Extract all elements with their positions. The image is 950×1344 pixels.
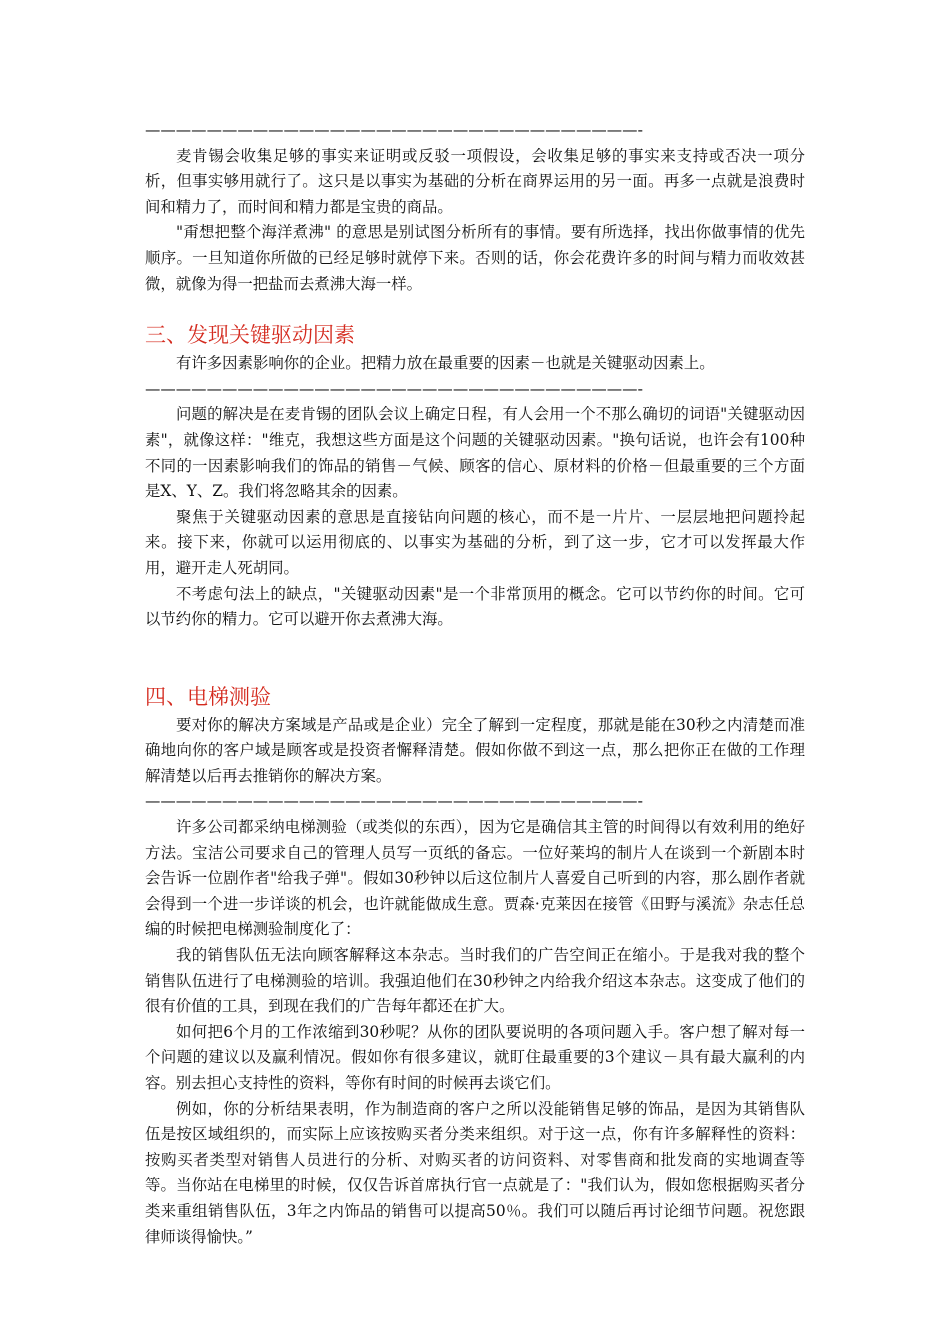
section-heading-key-drivers: 三、发现关键驱动因素 bbox=[145, 323, 355, 348]
paragraph: 问题的解决是在麦肯锡的团队会议上确定日程，有人会用一个不那么确切的词语"关键驱动因素"，就像这样："维克，我想这些方面是这个问题的关键驱动因素。"换句话说，也许会有100种不同的一因素影响我们的饰品的销售－气候、顾客的信心、原材料的价格－但最重要的三个方面是X、Y、Z。我们将忽略其余的因素。 bbox=[145, 405, 805, 501]
section-heading-elevator-test: 四、电梯测验 bbox=[145, 684, 271, 709]
paragraph: 聚焦于关键驱动因素的意思是直接钻向问题的核心，而不是一片片、一层层地把问题拎起来。接下来，你就可以运用彻底的、以事实为基础的分析，到了这一步，它才可以发挥最大作用，避开走人死胡同。 bbox=[145, 507, 805, 577]
separator-rule: ————————————————————————————————- bbox=[145, 379, 644, 398]
paragraph: 许多公司都采纳电梯测验（或类似的东西），因为它是确信其主管的时间得以有效利用的绝好方法。宝洁公司要求自己的管理人员写一页纸的备忘。一位好莱坞的制片人在谈到一个新剧本时会告诉一位剧作者"给我子弹"。假如30秒钟以后这位制片人喜爱自己听到的内容，那么剧作者就会得到一个进一步详谈的机会，也许就能做成生意。贾森·克莱因在接管《田野与溪流》杂志任总编的时候把电梯测验制度化了： bbox=[145, 818, 805, 939]
paragraph: "甭想把整个海洋煮沸" 的意思是别试图分析所有的事情。要有所选择，找出你做事情的优先顺序。一旦知道你所做的已经足够时就停下来。否则的话，你会花费许多的时间与精力而收效甚微，就像为得一把盐而去煮沸大海一样。 bbox=[145, 223, 805, 293]
paragraph: 例如，你的分析结果表明，作为制造商的客户之所以没能销售足够的饰品，是因为其销售队伍是按区域组织的，而实际上应该按购买者分类来组织。对于这一点，你有许多解释性的资料：按购买者类型对销售人员进行的分析、对购买者的访问资料、对零售商和批发商的实地调查等等。当你站在电梯里的时候，仅仅告诉首席执行官一点就是了："我们认为，假如您根据购买者分类来重组销售队伍，3年之内饰品的销售可以提高50％。我们可以随后再讨论细节问题。祝您跟律师谈得愉快。” bbox=[145, 1099, 805, 1246]
section-intro: 有许多因素影响你的企业。把精力放在最重要的因素－也就是关键驱动因素上。 bbox=[176, 354, 715, 373]
document-page bbox=[145, 118, 805, 1250]
paragraph: 不考虑句法上的缺点，"关键驱动因素"是一个非常顶用的概念。它可以节约你的时间。它可以节约你的精力。它可以避开你去煮沸大海。 bbox=[145, 584, 805, 629]
separator-rule: ————————————————————————————————- bbox=[145, 121, 644, 139]
paragraph: 麦肯锡会收集足够的事实来证明或反驳一项假设，会收集足够的事实来支持或否决一项分析，但事实够用就行了。这只是以事实为基础的分析在商界运用的另一面。再多一点就是浪费时间和精力了，而时间和精力都是宝贵的商品。 bbox=[145, 146, 805, 216]
paragraph: 如何把6个月的工作浓缩到30秒呢？从你的团队要说明的各项问题入手。客户想了解对每一个问题的建议以及赢利情况。假如你有很多建议，就盯住最重要的3个建议－具有最大赢利的内容。别去担心支持性的资料，等你有时间的时候再去谈它们。 bbox=[145, 1022, 805, 1092]
separator-rule: ————————————————————————————————- bbox=[145, 792, 644, 811]
quote-paragraph: 我的销售队伍无法向顾客解释这本杂志。当时我们的广告空间正在缩小。于是我对我的整个销售队伍进行了电梯测验的培训。我强迫他们在30秒钟之内给我介绍这本杂志。这变成了他们的很有价值的工具，到现在我们的广告每年都还在扩大。 bbox=[145, 946, 805, 1016]
section-intro: 要对你的解决方案域是产品或是企业）完全了解到一定程度，那就是能在30秒之内清楚而准确地向你的客户域是顾客或是投资者懈释清楚。假如你做不到这一点，那么把你正在做的工作理解清楚以后再去推销你的解决方案。 bbox=[145, 715, 805, 785]
